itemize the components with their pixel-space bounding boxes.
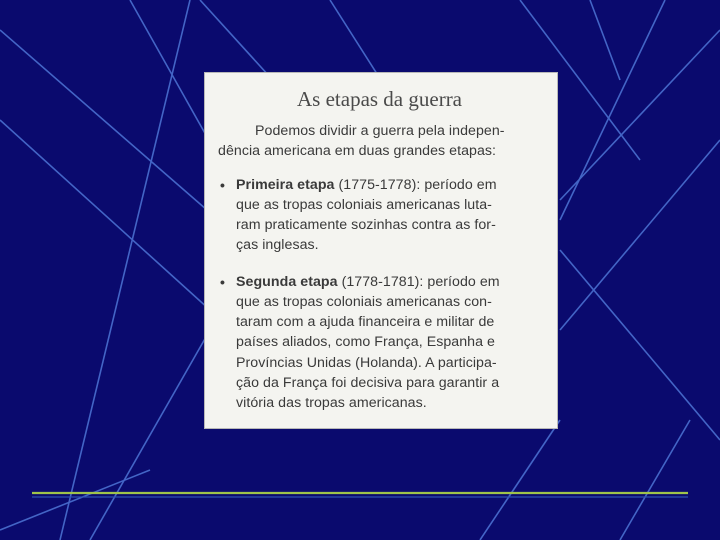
stage2-line: taram com a ajuda financeira e militar de	[236, 314, 495, 330]
stage2-dates: (1778-1781): período em	[337, 274, 500, 290]
stage1-line: ças inglesas.	[236, 237, 319, 253]
stage2-line: países aliados, como França, Espanha e	[236, 334, 495, 350]
stage2-line: vitória das tropas americanas.	[236, 395, 427, 411]
card-title: As etapas da guerra	[297, 87, 463, 111]
intro-line: dência americana em duas grandes etapas:	[218, 143, 497, 159]
scanned-text-card	[204, 72, 558, 429]
stage2-line: que as tropas coloniais americanas con-	[236, 294, 492, 310]
stage1-line: que as tropas coloniais americanas luta-	[236, 197, 492, 213]
stage1-dates: (1775-1778): período em	[334, 177, 497, 193]
stage2-line: Províncias Unidas (Holanda). A participa-	[236, 355, 497, 371]
bullet-icon: •	[220, 177, 225, 193]
stage2-line: ção da França foi decisiva para garantir a	[236, 375, 500, 391]
stage1-line: ram praticamente sozinhas contra as for-	[236, 217, 496, 233]
stage1-heading: Primeira etapa	[236, 177, 335, 193]
bullet-icon: •	[220, 274, 225, 290]
intro-line: Podemos dividir a guerra pela indepen-	[255, 123, 505, 139]
stage2-heading: Segunda etapa	[236, 274, 338, 290]
stage1-first-line	[236, 177, 497, 193]
stage2-first-line	[236, 274, 500, 290]
